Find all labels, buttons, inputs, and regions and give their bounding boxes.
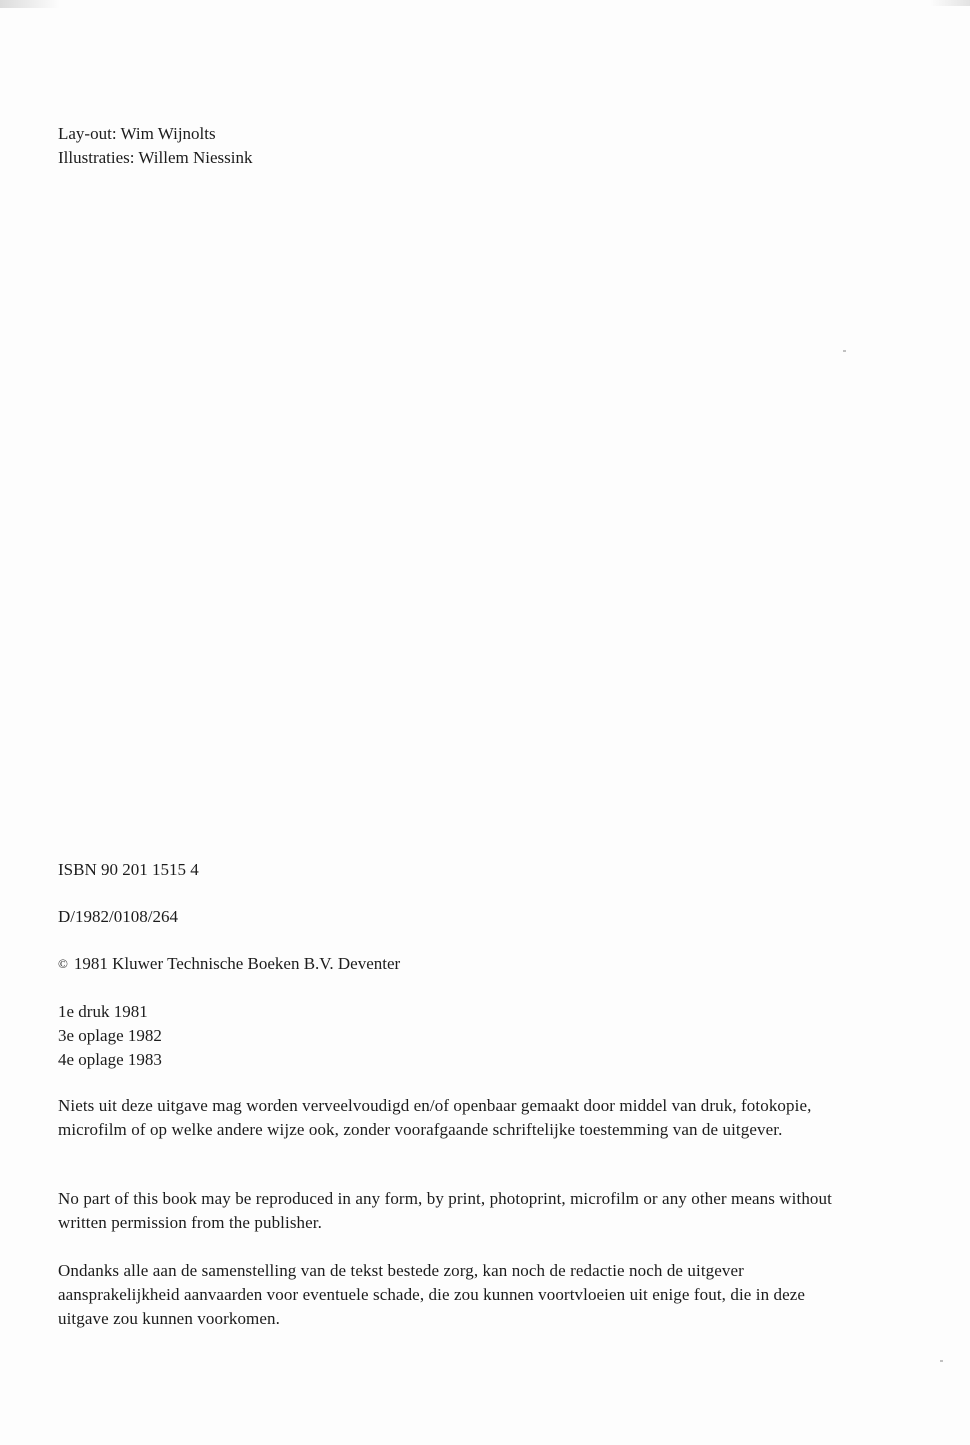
edition-item: 4e oplage 1983 [58,1050,162,1069]
copyright-line [58,952,858,976]
scan-speck [940,1360,943,1362]
rights-notice-english [58,1187,858,1235]
isbn-line [58,858,858,882]
layout-credit: Lay-out: Wim Wijnolts [58,124,216,143]
edition-item: 3e oplage 1982 [58,1026,162,1045]
deposit-line [58,905,858,929]
credits-block [58,122,858,170]
scan-shadow [0,0,60,8]
legal-deposit-number: D/1982/0108/264 [58,907,178,926]
isbn-number: ISBN 90 201 1515 4 [58,860,199,879]
rights-notice-dutch-text: Niets uit deze uitgave mag worden verveelvoudigd en/of openbaar gemaakt door middel van druk, fotokopie, microfilm of op welke andere wijze ook, zonder voorafgaande schriftelijke toestemming van de uitgever. [58,1096,812,1139]
liability-disclaimer [58,1259,858,1331]
scan-shadow [930,0,970,6]
copyright-text: 1981 Kluwer Technische Boeken B.V. Deventer [73,954,401,973]
edition-item: 1e druk 1981 [58,1002,148,1021]
copyright-icon: © [58,956,68,971]
rights-notice-dutch [58,1094,858,1142]
liability-disclaimer-text: Ondanks alle aan de samenstelling van de tekst bestede zorg, kan noch de redactie noch de uitgever aansprakelijkheid aanvaarden voor eventuele schade, die zou kunnen voortvloeien uit enige fout, die in deze uitgave zou kunnen voorkomen. [58,1261,806,1328]
edition-history [58,1000,858,1072]
rights-notice-english-text: No part of this book may be reproduced in any form, by print, photoprint, microfilm or any other means without written permission from the publisher. [58,1189,832,1232]
scan-speck [843,350,846,352]
illustrations-credit: Illustraties: Willem Niessink [58,148,253,167]
